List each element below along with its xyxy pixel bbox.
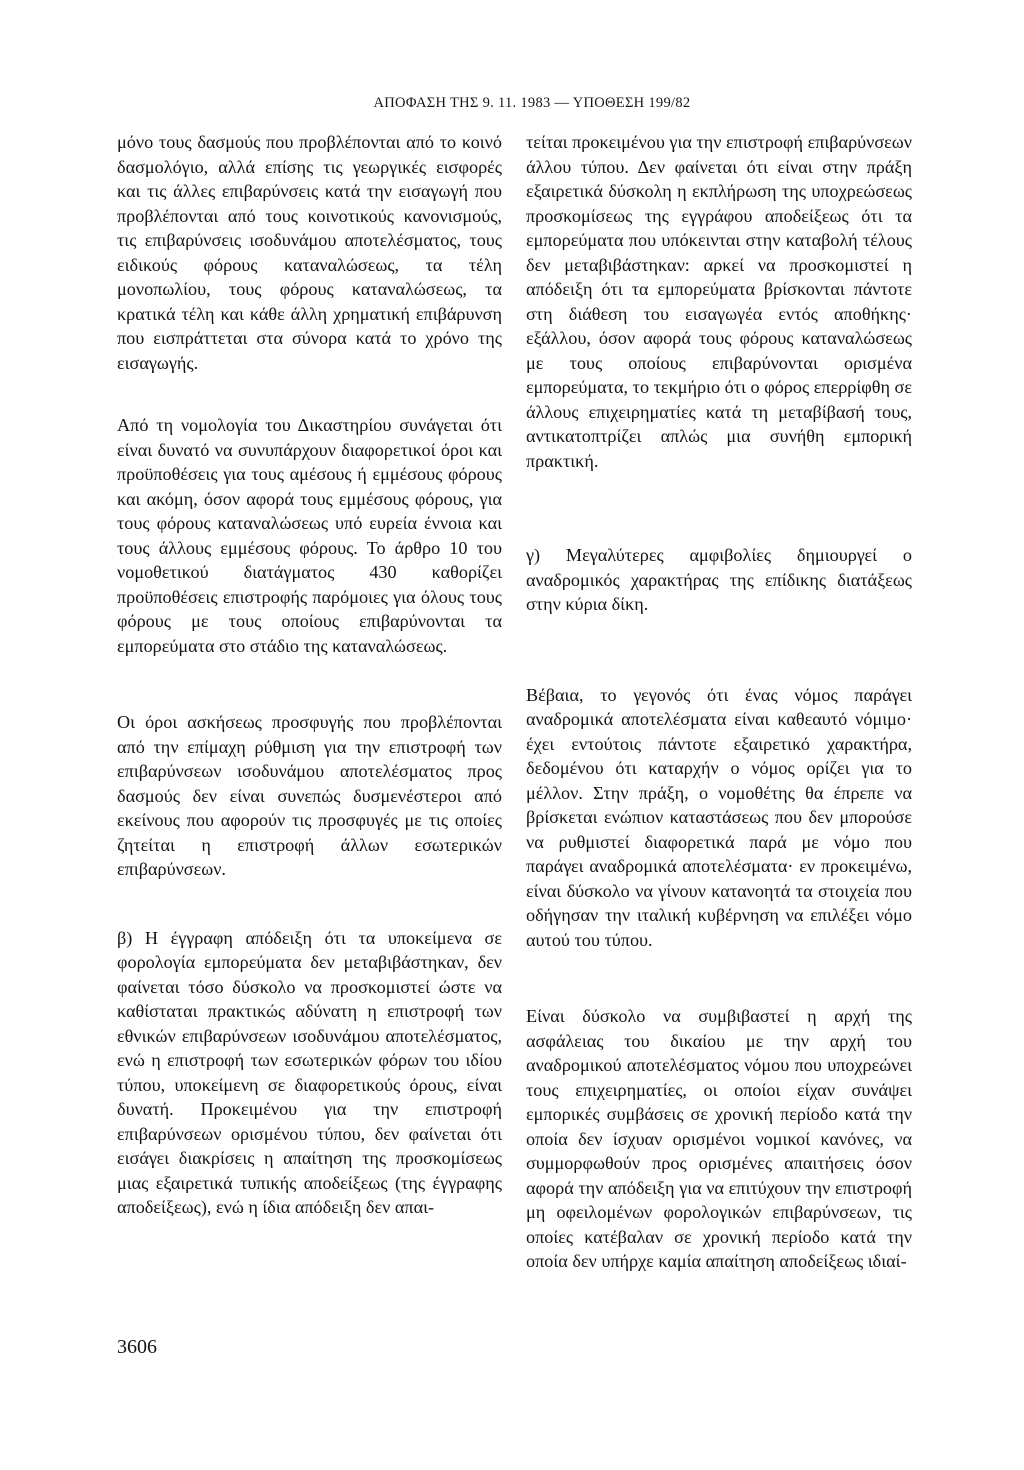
paragraph: μόνο τους δασμούς που προβλέπονται από το κοινό δασμολόγιο, αλλά επίσης τις γεωργικές εισφορές και τις άλλες επιβαρύνσεις κατά την εισαγωγή που προβλέπονται από τους κοινοτικούς κανονισμούς, τις επιβαρύνσεις ισοδυνάμου αποτελέσματος, τους ειδικούς φόρους καταναλώσεως, τα τέλη μονοπωλίου, τους φόρους καταναλώσεως, τα κρατικά τέλη και κάθε άλλη χρηματική επιβάρυνση που εισπράττεται στα σύνορα κατά το χρόνο της εισαγωγής.: [117, 132, 502, 373]
right-column: [526, 130, 912, 1274]
paragraph: Από τη νομολογία του Δικαστηρίου συνάγεται ότι είναι δυνατό να συνυπάρχουν διαφορετικοί όροι και προϋποθέσεις για τους αμέσους ή εμμέσους φόρους και ακόμη, όσον αφορά τους εμμέσους φόρους, για τους φόρους καταναλώσεως υπό ευρεία έννοια και τους άλλους εμμέσους φόρους. Το άρθρο 10 του νομοθετικού διατάγματος 430 καθορίζει προϋποθέσεις επιστροφής παρόμοιες για όλους τους φόρους με τους οποίους επιβαρύνονται τα εμπορεύματα στο στάδιο της καταναλώσεως.: [117, 415, 502, 656]
page-number: 3606: [117, 1336, 157, 1358]
paragraph: Οι όροι ασκήσεως προσφυγής που προβλέπονται από την επίμαχη ρύθμιση για την επιστροφή των επιβαρύνσεων ισοδυνάμου αποτελέσματος προς δασμούς δεν είναι συνεπώς δυσμενέστεροι από εκείνους που αφορούν τις προσφυγές με τις οποίες ζητείται η επιστροφή άλλων εσωτερικών επιβαρύνσεων.: [117, 712, 502, 879]
paragraph: Βέβαια, το γεγονός ότι ένας νόμος παράγει αναδρομικά αποτελέσματα είναι καθεαυτό νόμιμο· έχει εντούτοις πάντοτε εξαιρετικό χαρακτήρα, δεδομένου ότι καταρχήν ο νόμος ορίζει για το μέλλον. Στην πράξη, ο νομοθέτης θα έπρεπε να βρίσκεται ενώπιον καταστάσεως που δεν μπορούσε να ρυθμιστεί διαφορετικά παρά με νόμο που παράγει αναδρομικά αποτελέσματα· εν προκειμένω, είναι δύσκολο να γίνουν κατανοητά τα στοιχεία που οδήγησαν την ιταλική κυβέρνηση να επιλέξει νόμο αυτού του τύπου.: [526, 684, 912, 950]
paragraph: γ) Μεγαλύτερες αμφιβολίες δημιουργεί ο αναδρομικός χαρακτήρας της επίδικης διατάξεως στην κύρια δίκη.: [526, 545, 912, 614]
running-header: ΑΠΟΦΑΣΗ ΤΗΣ 9. 11. 1983 — ΥΠΟΘΕΣΗ 199/82: [373, 95, 691, 111]
paragraph: τείται προκειμένου για την επιστροφή επιβαρύνσεων άλλου τύπου. Δεν φαίνεται ότι είναι στην πράξη εξαιρετικά δύσκολη η εκπλήρωση της υποχρεώσεως προσκομίσεως της εγγράφου αποδείξεως ότι τα εμπορεύματα που υπόκεινται στην καταβολή τέλους δεν μεταβιβάστηκαν: αρκεί να προσκομιστεί η απόδειξη ότι τα εμπορεύματα βρίσκονται πάντοτε στη διάθεση του εισαγωγέα εντός αποθήκης· εξάλλου, όσον αφορά τους φόρους καταναλώσεως με τους οποίους επιβαρύνονται ορισμένα εμπορεύματα, το τεκμήριο ότι ο φόρος επερρίφθη σε άλλους επιχειρηματίες κατά τη μεταβίβασή τους, αντικατοπτρίζει απλώς μια συνήθη εμπορική πρακτική.: [526, 132, 913, 471]
left-column: [117, 130, 502, 1220]
paragraph: Είναι δύσκολο να συμβιβαστεί η αρχή της ασφάλειας του δικαίου με την αρχή του αναδρομικού αποτελέσματος νόμου που υποχρεώνει τους επιχειρηματίες, οι οποίοι είχαν συνάψει εμπορικές συμβάσεις σε χρονική περίοδο κατά την οποία δεν ίσχυαν ορισμένοι νομικοί κανόνες, να συμμορφωθούν προς ορισμένες απαιτήσεις όσον αφορά την απόδειξη για να επιτύχουν την επιστροφή μη οφειλομένων φορολογικών επιβαρύνσεων, τις οποίες κατέβαλαν σε χρονική περίοδο κατά την οποία δεν υπήρχε καμία απαίτηση αποδείξεως ιδιαί-: [526, 1006, 912, 1271]
paragraph: β) Η έγγραφη απόδειξη ότι τα υποκείμενα σε φορολογία εμπορεύματα δεν μεταβιβάστηκαν, δεν φαίνεται τόσο δύσκολο να προσκομιστεί ώστε να καθίσταται πρακτικώς αδύνατη η επιστροφή των εθνικών επιβαρύνσεων ισοδυνάμου αποτελέσματος, ενώ η επιστροφή των εσωτερικών φόρων του ιδίου τύπου, υποκείμενη σε διαφορετικούς όρους, είναι δυνατή. Προκειμένου για την επιστροφή επιβαρύνσεων ορισμένου τύπου, δεν φαίνεται ότι εισάγει διακρίσεις η απαίτηση της προσκομίσεως μιας εξαιρετικά τυπικής αποδείξεως (της έγγραφης αποδείξεως), ενώ η ίδια απόδειξη δεν απαι-: [117, 927, 502, 1217]
